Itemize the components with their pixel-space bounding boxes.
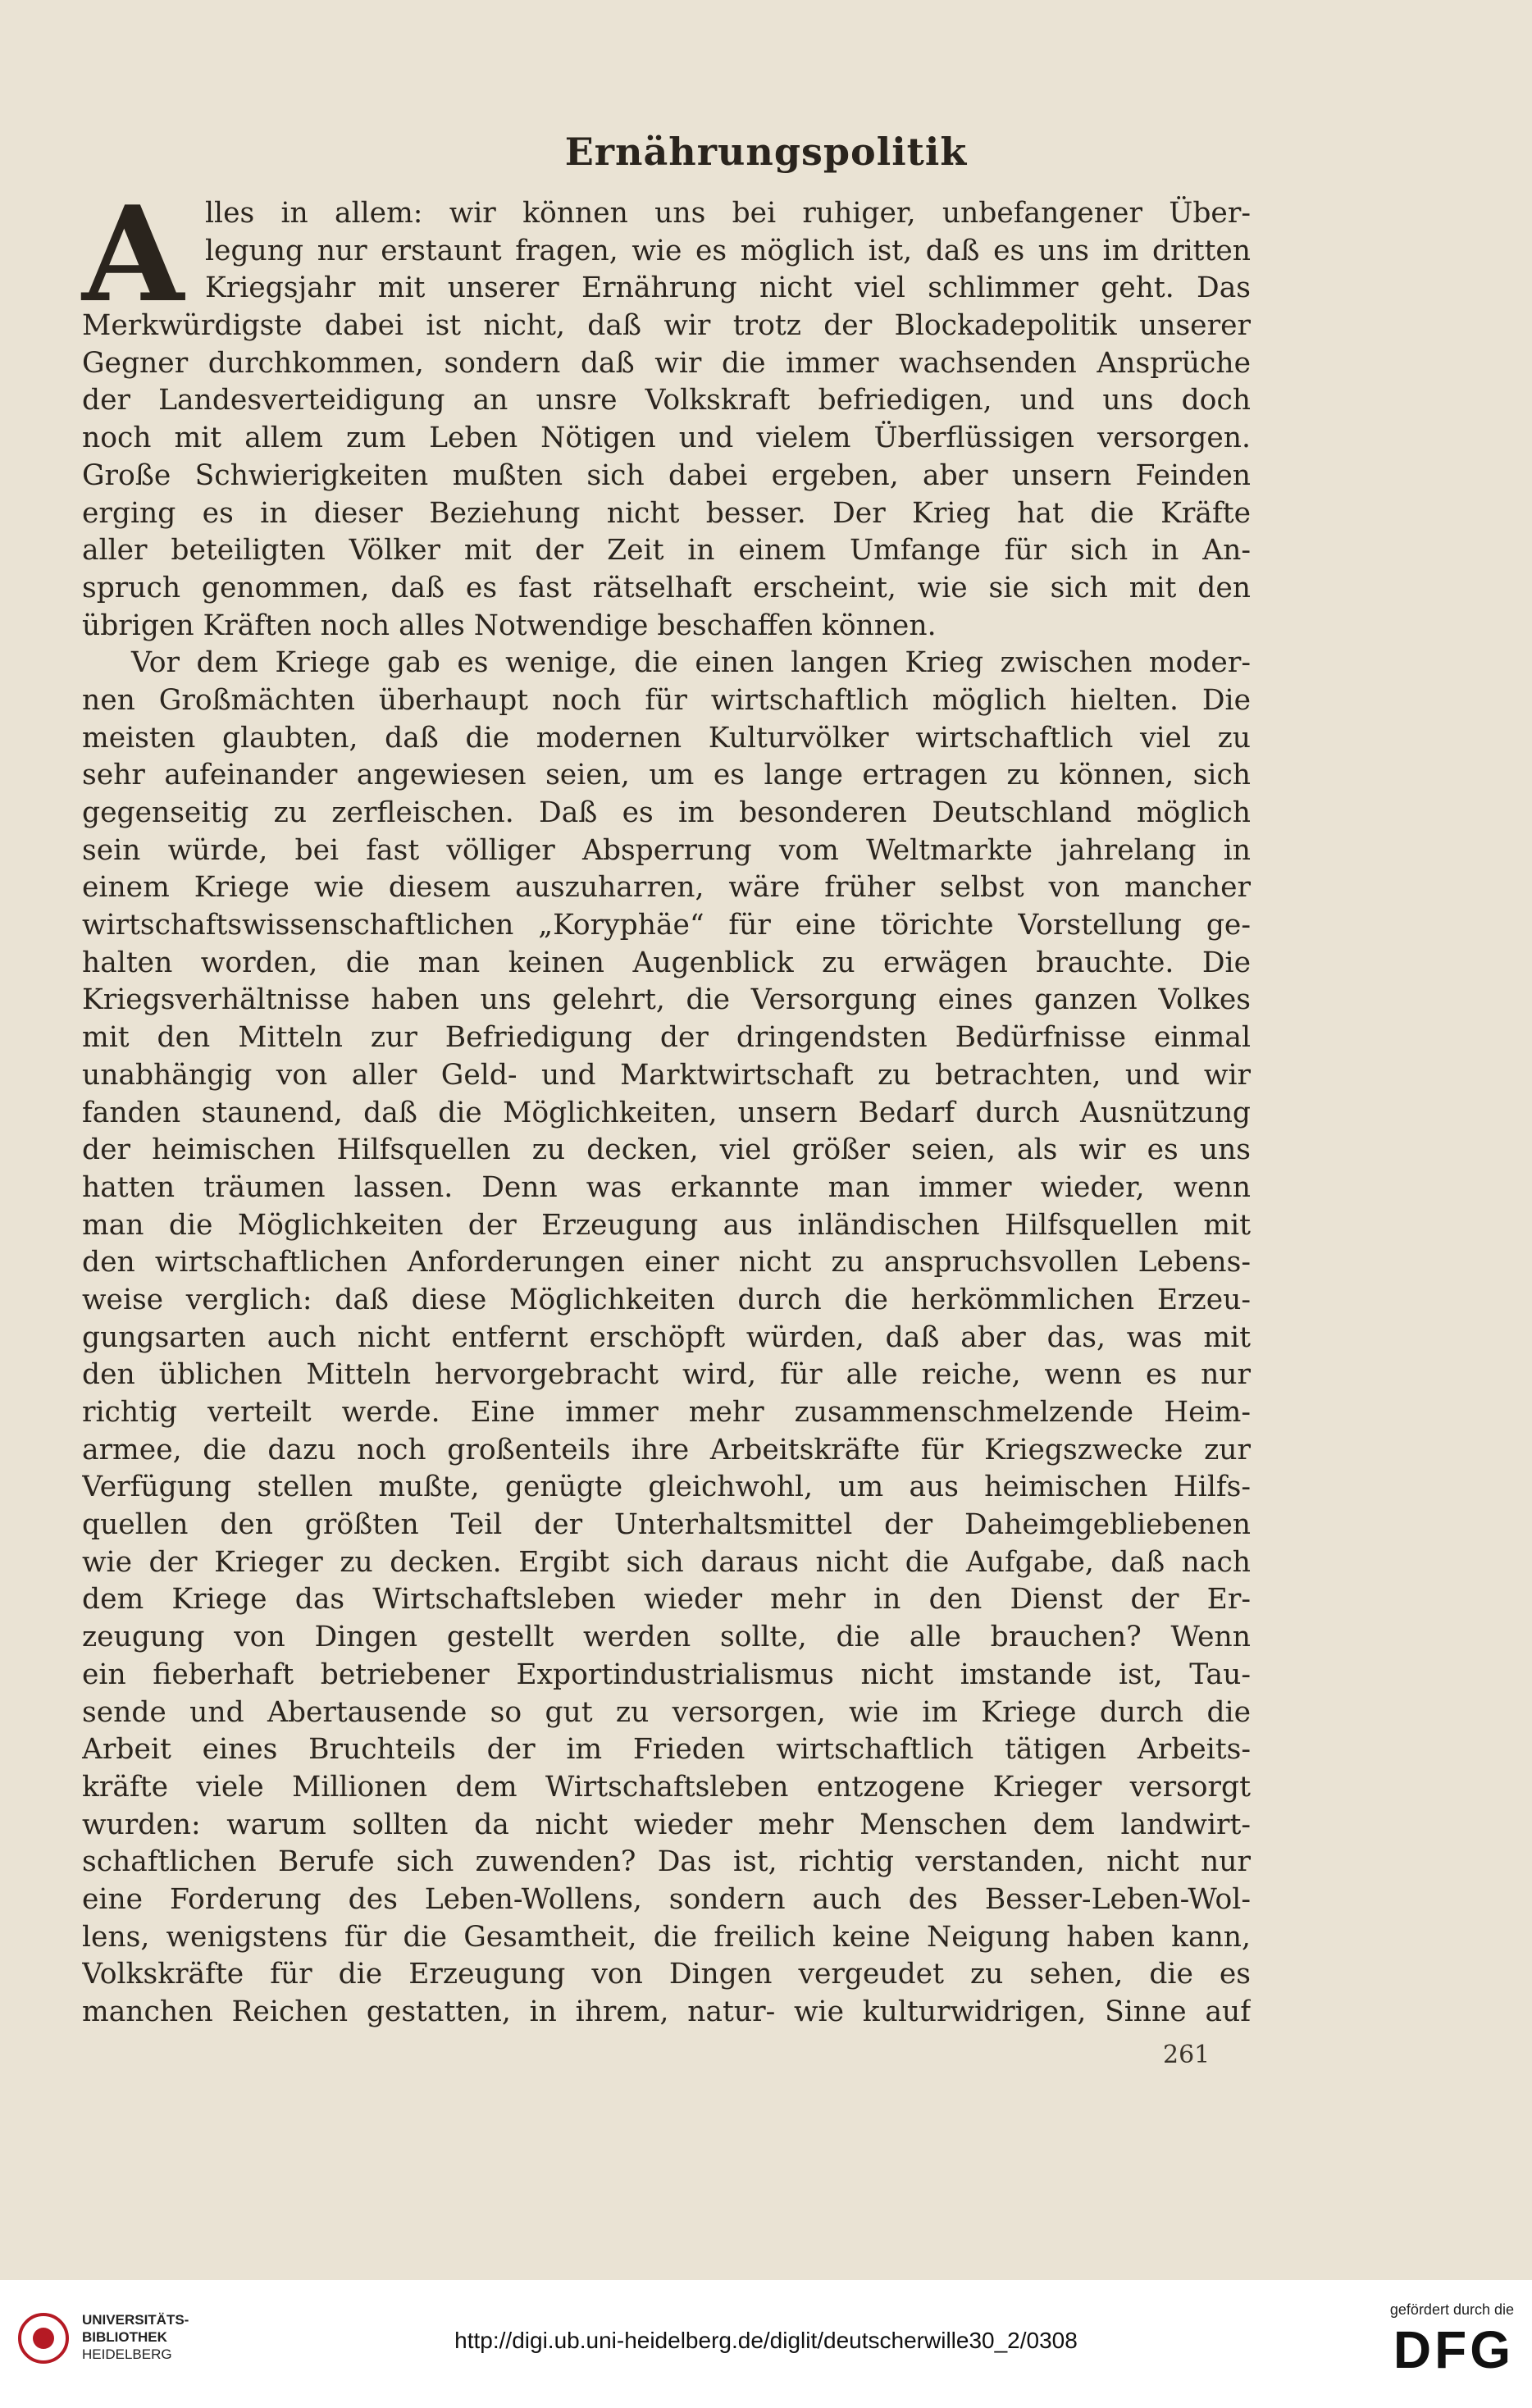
university-line: UNIVERSITÄTS- <box>82 2312 189 2328</box>
text-line: dem Kriege das Wirtschaftsleben wieder mehr in den Dienst der Er- <box>82 1583 1251 1617</box>
text-line: Gegner durchkommen, sondern daß wir die immer wachsenden Ansprüche <box>82 346 1251 380</box>
text-line: den wirtschaftlichen Anforderungen einer nicht zu anspruchsvollen Lebens- <box>82 1246 1251 1279</box>
text-line: meisten glaubten, daß die modernen Kulturvölker wirtschaftlich viel zu <box>82 721 1251 755</box>
drop-cap: A <box>82 177 185 331</box>
text-line: unabhängig von aller Geld- und Marktwirtschaft zu betrachten, und wir <box>82 1058 1251 1092</box>
text-line: noch mit allem zum Leben Nötigen und vielem Überflüssigen versorgen. <box>82 422 1251 455</box>
text-line: zeugung von Dingen gestellt werden sollte, die alle brauchen? Wenn <box>82 1621 1251 1654</box>
text-line: Vor dem Kriege gab es wenige, die einen langen Krieg zwischen moder- <box>131 646 1251 680</box>
text-line: wie der Krieger zu decken. Ergibt sich daraus nicht die Aufgabe, daß nach <box>82 1545 1251 1579</box>
text-line: mit den Mitteln zur Befriedigung der dringendsten Bedürfnisse einmal <box>82 1021 1251 1055</box>
footer-bar <box>0 2280 1532 2408</box>
text-line: wirtschaftswissenschaftlichen „Koryphäe“ für eine törichte Vorstellung ge- <box>82 909 1251 942</box>
text-line: hatten träumen lassen. Denn was erkannte man immer wieder, wenn <box>82 1170 1251 1204</box>
text-line: Volkskräfte für die Erzeugung von Dingen vergeudet zu sehen, die es <box>82 1958 1251 1991</box>
text-line: Verfügung stellen mußte, genügte gleichwohl, um aus heimischen Hilfs- <box>82 1471 1251 1504</box>
text-line: übrigen Kräften noch alles Notwendige beschaffen können. <box>82 609 937 642</box>
text-line: nen Großmächten überhaupt noch für wirtschaftlich möglich hielten. Die <box>82 683 1251 717</box>
text-line: der heimischen Hilfsquellen zu decken, viel größer seien, als wir es uns <box>82 1133 1251 1167</box>
funding-credit <box>1342 2301 1514 2379</box>
page-title: Ernährungspolitik <box>564 130 968 174</box>
text-line: quellen den größten Teil der Unterhaltsmittel der Daheimgebliebenen <box>82 1508 1251 1542</box>
text-line: erging es in dieser Beziehung nicht besser. Der Krieg hat die Kräfte <box>82 496 1251 530</box>
dfg-logo: DFG <box>1393 2320 1514 2379</box>
text-line: manchen Reichen gestatten, in ihrem, natur- wie kulturwidrigen, Sinne auf <box>82 1995 1251 2028</box>
text-line: spruch genommen, daß es fast rätselhaft erscheint, wie sie sich mit den <box>82 571 1251 604</box>
text-line: Merkwürdigste dabei ist nicht, daß wir trotz der Blockadepolitik unserer <box>82 309 1251 343</box>
text-line: sein würde, bei fast völliger Absperrung vom Weltmarkte jahrelang in <box>82 833 1251 867</box>
text-line: den üblichen Mitteln hervorgebracht wird, für alle reiche, wenn es nur <box>82 1358 1251 1392</box>
text-line: Kriegsverhältnisse haben uns gelehrt, die Versorgung eines ganzen Volkes <box>82 983 1251 1017</box>
text-line: sende und Abertausende so gut zu versorgen, wie im Kriege durch die <box>82 1695 1251 1729</box>
body-text <box>82 177 1251 2032</box>
text-line: weise verglich: daß diese Möglichkeiten durch die herkömmlichen Erzeu- <box>82 1283 1251 1316</box>
text-line: schaftlichen Berufe sich zuwenden? Das ist, richtig verstanden, nicht nur <box>82 1845 1251 1879</box>
text-line: lens, wenigstens für die Gesamtheit, die freilich keine Neigung haben kann, <box>82 1920 1251 1954</box>
text-line: gegenseitig zu zerfleischen. Daß es im besonderen Deutschland möglich <box>82 796 1251 829</box>
text-line: der Landesverteidigung an unsre Volkskraft befriedigen, und uns doch <box>82 384 1251 417</box>
text-line: lles in allem: wir können uns bei ruhiger, unbefangener Über- <box>205 197 1251 230</box>
text-line: kräfte viele Millionen dem Wirtschaftsleben entzogene Krieger versorgt <box>82 1770 1251 1804</box>
source-url[interactable]: http://digi.ub.uni-heidelberg.de/diglit/deutscherwille30_2/0308 <box>454 2328 1078 2353</box>
university-line: BIBLIOTHEK <box>82 2329 167 2345</box>
text-line: gungsarten auch nicht entfernt erschöpft würden, daß aber das, was mit <box>82 1320 1251 1354</box>
text-line: aller beteiligten Völker mit der Zeit in einem Umfange für sich in An- <box>82 534 1251 568</box>
text-line: richtig verteilt werde. Eine immer mehr zusammenschmelzende Heim- <box>82 1396 1251 1429</box>
page-number: 261 <box>1163 2041 1211 2069</box>
text-line: eine Forderung des Leben-Wollens, sondern auch des Besser-Leben-Wol- <box>82 1882 1251 1916</box>
text-line: Kriegsjahr mit unserer Ernährung nicht viel schlimmer geht. Das <box>205 271 1251 305</box>
text-line: halten worden, die man keinen Augenblick zu erwägen brauchte. Die <box>82 946 1251 979</box>
text-line: armee, die dazu noch großenteils ihre Arbeitskräfte für Kriegszwecke zur <box>82 1433 1251 1466</box>
text-line: legung nur erstaunt fragen, wie es möglich ist, daß es uns im dritten <box>205 234 1251 267</box>
funding-label: gefördert durch die <box>1389 2301 1514 2318</box>
text-line: wurden: warum sollten da nicht wieder mehr Menschen dem landwirt- <box>82 1808 1251 1841</box>
text-line: fanden staunend, daß die Möglichkeiten, unsern Bedarf durch Ausnützung <box>82 1096 1251 1129</box>
text-line: Große Schwierigkeiten mußten sich dabei ergeben, aber unsern Feinden <box>82 458 1251 492</box>
university-line: HEIDELBERG <box>82 2346 172 2362</box>
text-line: Arbeit eines Bruchteils der im Frieden wirtschaftlich tätigen Arbeits- <box>82 1733 1251 1767</box>
text-line: man die Möglichkeiten der Erzeugung aus inländischen Hilfsquellen mit <box>82 1208 1251 1242</box>
text-line: einem Kriege wie diesem auszuharren, wäre früher selbst von mancher <box>82 871 1251 905</box>
text-line: ein fieberhaft betriebener Exportindustrialismus nicht imstande ist, Tau- <box>82 1658 1251 1691</box>
text-line: sehr aufeinander angewiesen seien, um es lange ertragen zu können, sich <box>82 759 1251 792</box>
